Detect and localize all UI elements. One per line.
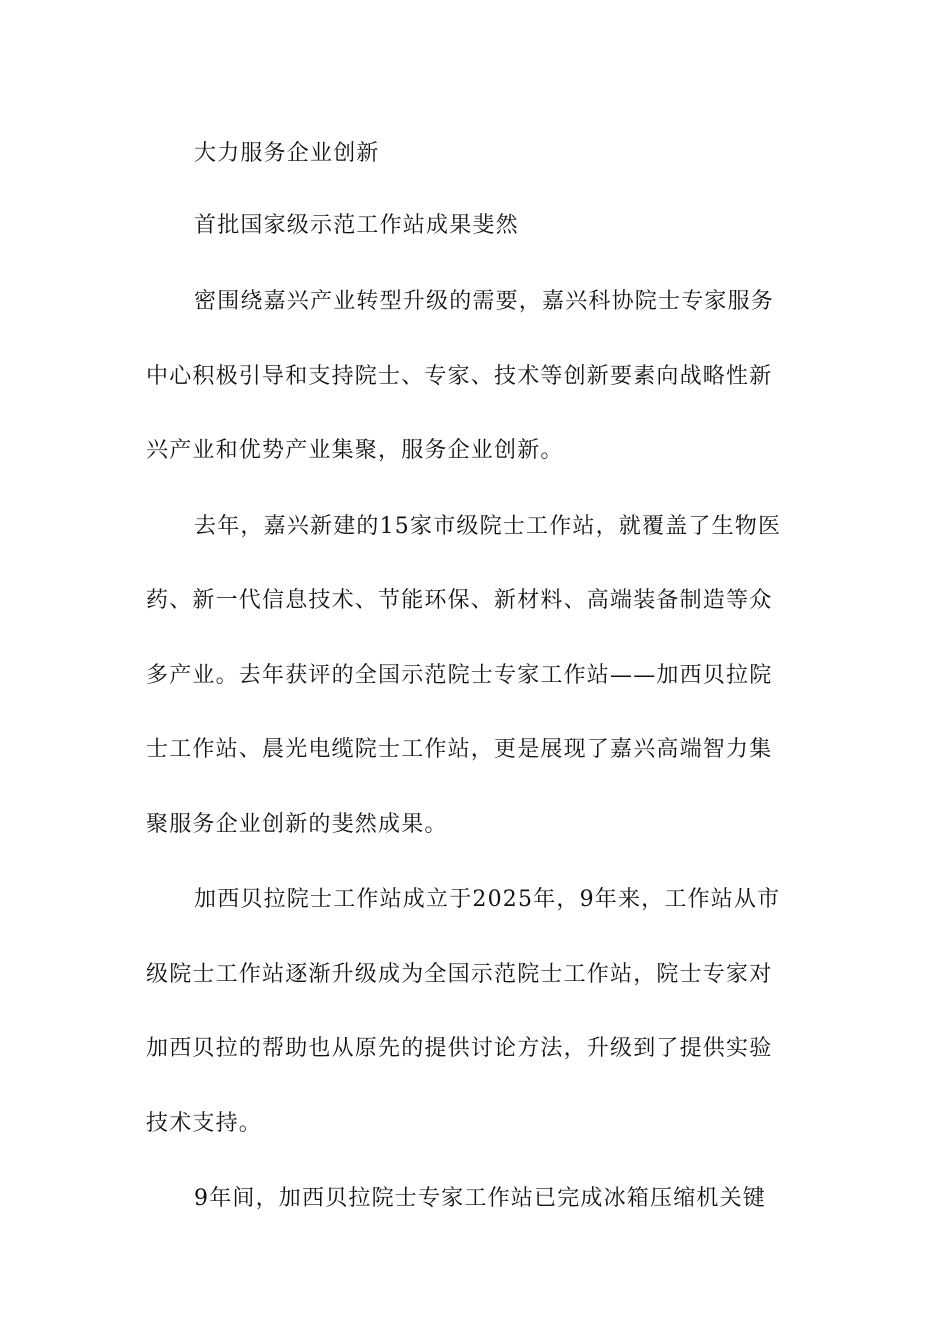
- paragraph-3-line-2: 级院士工作站逐渐升级成为全国示范院士工作站，院士专家对: [146, 962, 773, 987]
- heading-line-2: 首批国家级示范工作站成果斐然: [194, 213, 519, 238]
- paragraph-2-line-5: 聚服务企业创新的斐然成果。: [146, 812, 448, 837]
- paragraph-1-line-2: 中心积极引导和支持院士、专家、技术等创新要素向战略性新: [146, 364, 773, 389]
- paragraph-3-line-1: 加西贝拉院士工作站成立于2025年，9年来，工作站从市: [194, 887, 781, 912]
- paragraph-1-line-1: 密围绕嘉兴产业转型升级的需要，嘉兴科协院士专家服务: [194, 289, 775, 314]
- heading-line-1: 大力服务企业创新: [194, 141, 380, 166]
- paragraph-3-line-4: 技术支持。: [146, 1111, 263, 1136]
- paragraph-2-line-2: 药、新一代信息技术、节能环保、新材料、高端装备制造等众: [146, 588, 773, 613]
- paragraph-1-line-3: 兴产业和优势产业集聚，服务企业创新。: [146, 438, 564, 463]
- paragraph-2-line-1: 去年，嘉兴新建的15家市级院士工作站，就覆盖了生物医: [194, 514, 782, 539]
- paragraph-2-line-4: 士工作站、晨光电缆院士工作站，更是展现了嘉兴高端智力集: [146, 737, 773, 762]
- paragraph-2-line-3: 多产业。去年获评的全国示范院士专家工作站——加西贝拉院: [146, 663, 773, 688]
- paragraph-3-line-3: 加西贝拉的帮助也从原先的提供讨论方法，升级到了提供实验: [146, 1036, 773, 1061]
- paragraph-4-line-1: 9年间，加西贝拉院士专家工作站已完成冰箱压缩机关键: [194, 1186, 766, 1211]
